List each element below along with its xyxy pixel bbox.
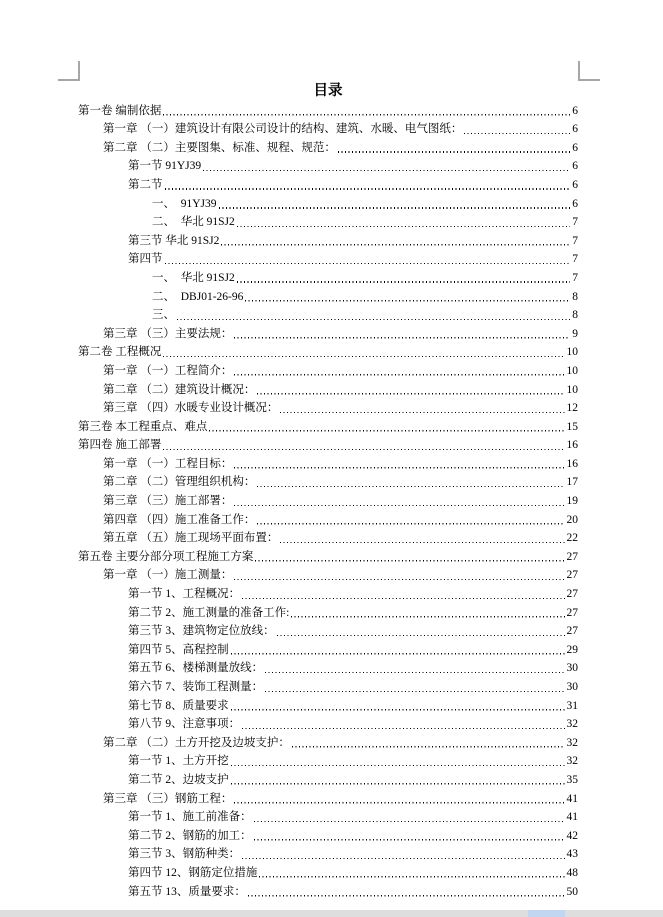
toc-entry[interactable] xyxy=(78,119,578,138)
toc-leader-dots xyxy=(291,616,564,618)
toc-entry-page: 16 xyxy=(566,457,578,470)
toc-entry-page: 19 xyxy=(566,495,578,508)
toc-entry[interactable] xyxy=(78,416,578,435)
toc-entry-page: 27 xyxy=(566,606,578,619)
toc-entry[interactable] xyxy=(78,658,578,677)
toc-leader-dots xyxy=(231,783,565,785)
toc-entry-page: 7 xyxy=(572,271,578,284)
toc-entry-label: 第五节 6、楼梯测量放线： xyxy=(128,662,264,675)
toc-leader-dots xyxy=(165,262,571,264)
toc-leader-dots xyxy=(280,411,564,413)
toc-leader-dots xyxy=(257,393,564,395)
toc-entry[interactable] xyxy=(78,490,578,509)
toc-leader-dots xyxy=(245,300,570,302)
toc-entry-page: 32 xyxy=(566,736,578,749)
toc-entry-page: 22 xyxy=(566,532,578,545)
toc-entry-page: 10 xyxy=(566,383,578,396)
toc-entry[interactable] xyxy=(78,137,578,156)
toc-leader-dots xyxy=(242,597,564,599)
toc-leader-dots xyxy=(234,578,564,580)
toc-entry[interactable] xyxy=(78,398,578,417)
toc-entry-label: 第四卷 施工部署 xyxy=(78,439,162,452)
toc-entry[interactable] xyxy=(78,156,578,175)
toc-entry-label: 第三节 3、钢筋种类： xyxy=(128,848,241,861)
toc-leader-dots xyxy=(177,318,570,320)
toc-entry[interactable] xyxy=(78,249,578,268)
horizontal-scrollbar[interactable] xyxy=(0,910,663,917)
toc-entry[interactable] xyxy=(78,769,578,788)
toc-entry-page: 35 xyxy=(566,773,578,786)
toc-entry[interactable] xyxy=(78,286,578,305)
toc-entry-page: 6 xyxy=(572,178,578,191)
toc-entry-label: 二、 DBJ01-26-96 xyxy=(152,290,244,303)
toc-entry-page: 20 xyxy=(566,513,578,526)
toc-entry-label: 第二节 xyxy=(128,178,163,191)
toc-leader-dots xyxy=(464,132,570,134)
toc-leader-dots xyxy=(259,876,564,878)
toc-entry-label: 第二章 （二）建筑设计概况： xyxy=(103,383,256,396)
toc-entry[interactable] xyxy=(78,453,578,472)
toc-entry-label: 第三章 （三）钢筋工程： xyxy=(103,792,233,805)
toc-entry-page: 41 xyxy=(566,811,578,824)
toc-entry-label: 第七节 8、质量要求 xyxy=(128,699,229,712)
toc-leader-dots xyxy=(265,690,564,692)
toc-entry[interactable] xyxy=(78,807,578,826)
toc-leader-dots xyxy=(165,188,571,190)
toc-entry-label: 第一节 1、土方开挖 xyxy=(128,755,229,768)
toc-entry-label: 一、 华北 91SJ2 xyxy=(152,271,235,284)
toc-leader-dots xyxy=(280,541,564,543)
toc-entry-label: 第二章 （二）土方开挖及边坡支护： xyxy=(103,736,290,749)
toc-entry-label: 第一章 （一）工程目标： xyxy=(103,457,233,470)
toc-leader-dots xyxy=(248,895,565,897)
toc-entry-label: 第一节 1、施工前准备： xyxy=(128,811,252,824)
toc-leader-dots xyxy=(237,225,571,227)
toc-entry[interactable] xyxy=(78,602,578,621)
toc-leader-dots xyxy=(257,485,564,487)
toc-entry[interactable] xyxy=(78,546,578,565)
toc-entry-label: 第四节 5、高程控制 xyxy=(128,643,229,656)
toc-entry[interactable] xyxy=(78,881,578,900)
toc-leader-dots xyxy=(254,820,565,822)
toc-entry-label: 第三节 3、建筑物定位放线： xyxy=(128,625,275,638)
toc-leader-dots xyxy=(234,467,564,469)
toc-entry-label: 第五节 13、质量要求： xyxy=(128,885,246,898)
toc-entry-label: 二、 华北 91SJ2 xyxy=(152,216,235,229)
toc-leader-dots xyxy=(234,802,564,804)
toc-entry-label: 第二节 2、施工测量的准备工作: xyxy=(128,606,290,619)
toc-leader-dots xyxy=(242,727,564,729)
toc-entry[interactable] xyxy=(78,714,578,733)
toc-entry-label: 第二卷 工程概况 xyxy=(78,346,162,359)
toc-leader-dots xyxy=(234,374,564,376)
toc-entry[interactable] xyxy=(78,509,578,528)
toc-entry-label: 第三章 （三）主要法规： xyxy=(103,327,233,340)
toc-entry-page: 6 xyxy=(572,141,578,154)
toc-entry-label: 第二章 （二）主要图集、标准、规程、规范： xyxy=(103,141,336,154)
toc-entry[interactable] xyxy=(78,323,578,342)
toc-entry-page: 27 xyxy=(566,569,578,582)
toc-entry-label: 第三节 华北 91SJ2 xyxy=(128,234,220,247)
toc-entry[interactable] xyxy=(78,435,578,454)
margin-crop-mark-top-left xyxy=(58,61,80,81)
toc-entry[interactable] xyxy=(78,825,578,844)
toc-leader-dots xyxy=(163,355,564,357)
toc-leader-dots xyxy=(221,244,570,246)
toc-entry-label: 第一节 1、工程概况： xyxy=(128,588,241,601)
toc-entry-label: 第六节 7、装饰工程测量： xyxy=(128,681,264,693)
toc-entry-label: 第一章 （一）施工测量： xyxy=(103,569,233,582)
toc-entry-label: 第三章 （四）水暖专业设计概况： xyxy=(103,402,279,415)
toc-entry-label: 第一章 （一）建筑设计有限公司设计的结构、建筑、水暖、电气图纸： xyxy=(103,123,463,136)
toc-leader-dots xyxy=(231,653,565,655)
toc-entry-page: 9 xyxy=(572,327,578,340)
toc-entry-label: 第四章 （四）施工准备工作： xyxy=(103,513,256,526)
toc-entry[interactable] xyxy=(78,695,578,714)
toc-entry-label: 第五章 （五）施工现场平面布置： xyxy=(103,532,279,545)
toc-entry-page: 31 xyxy=(566,699,578,712)
toc-entry-page: 8 xyxy=(572,290,578,303)
toc-entry-page: 7 xyxy=(572,234,578,247)
toc-entry-label: 第二节 2、边坡支护 xyxy=(128,773,229,786)
toc-leader-dots xyxy=(163,448,564,450)
toc-leader-dots xyxy=(209,430,564,432)
toc-leader-dots xyxy=(254,839,565,841)
toc-entry-page: 12 xyxy=(566,402,578,415)
toc-leader-dots xyxy=(338,151,570,153)
toc-entry-label: 第三卷 本工程重点、难点 xyxy=(78,420,208,433)
toc-entry[interactable] xyxy=(78,788,578,807)
toc-entry[interactable] xyxy=(78,862,578,881)
toc-leader-dots xyxy=(163,114,570,116)
toc-leader-dots xyxy=(277,634,565,636)
margin-crop-mark-top-right xyxy=(578,61,600,81)
toc-entry-page: 8 xyxy=(572,309,578,322)
toc-entry-page: 15 xyxy=(566,420,578,433)
toc-entry-label: 第一节 91YJ39 xyxy=(128,160,202,173)
toc-entry-page: 27 xyxy=(566,550,578,563)
toc-entry-page: 32 xyxy=(566,755,578,768)
toc-entry-label: 第五卷 主要分部分项工程施工方案 xyxy=(78,550,254,563)
toc-leader-dots xyxy=(219,207,571,209)
toc-leader-dots xyxy=(231,709,565,711)
toc-entry[interactable] xyxy=(78,583,578,602)
toc-entry[interactable] xyxy=(78,100,578,119)
toc-leader-dots xyxy=(255,560,564,562)
toc-entry-label: 第三章 （三）施工部署： xyxy=(103,495,233,508)
toc-leader-dots xyxy=(237,281,571,283)
toc-entry[interactable] xyxy=(78,212,578,231)
toc-entry-page: 6 xyxy=(572,197,578,210)
toc-entry-page: 7 xyxy=(572,216,578,229)
toc-entry[interactable] xyxy=(78,342,578,361)
toc-entry-label: 第四节 12、钢筋定位措施 xyxy=(128,866,258,879)
toc-entry-label: 三、 xyxy=(152,309,175,322)
toc-entry[interactable] xyxy=(78,360,578,379)
toc-entry-page: 42 xyxy=(566,829,578,842)
toc-entry-label: 第一章 （一）工程简介： xyxy=(103,364,233,377)
toc-entry[interactable] xyxy=(78,844,578,863)
toc-entry-label: 一、 91YJ39 xyxy=(152,197,217,210)
toc-entry-page: 16 xyxy=(566,439,578,452)
toc-entry[interactable] xyxy=(78,174,578,193)
toc-leader-dots xyxy=(242,857,564,859)
toc-entry[interactable] xyxy=(78,528,578,547)
toc-entry[interactable] xyxy=(78,193,578,212)
toc-entry[interactable] xyxy=(78,751,578,770)
toc-entry[interactable] xyxy=(78,379,578,398)
toc-leader-dots xyxy=(234,504,564,506)
toc-entry-label: 第二章 （二）管理组织机构： xyxy=(103,476,256,489)
toc-entry-page: 30 xyxy=(566,662,578,675)
toc-entry[interactable] xyxy=(78,472,578,491)
toc-entry[interactable] xyxy=(78,305,578,324)
toc-leader-dots xyxy=(257,523,564,525)
toc-title: 目录 xyxy=(313,83,343,99)
toc-leader-dots xyxy=(292,746,565,748)
toc-leader-dots xyxy=(265,671,564,673)
toc-entry-page: 50 xyxy=(566,885,578,898)
toc-entry-page: 29 xyxy=(566,643,578,656)
toc-entry[interactable] xyxy=(78,639,578,658)
toc-entry-label: 第二节 2、钢筋的加工： xyxy=(128,829,252,842)
toc-entry-page: 48 xyxy=(566,866,578,879)
toc-entry-page: 17 xyxy=(566,476,578,489)
toc-leader-dots xyxy=(231,764,565,766)
horizontal-scrollbar-thumb[interactable] xyxy=(528,910,565,917)
toc-entry[interactable] xyxy=(78,676,578,695)
toc-leader-dots xyxy=(203,169,570,171)
toc-entry-page: 41 xyxy=(566,792,578,805)
toc-list xyxy=(78,100,578,900)
toc-entry-page: 10 xyxy=(566,364,578,377)
toc-entry-label: 第四节 xyxy=(128,253,163,266)
toc-entry[interactable] xyxy=(78,230,578,249)
toc-entry-page: 7 xyxy=(572,253,578,266)
toc-entry-page: 27 xyxy=(566,588,578,601)
toc-entry-page: 30 xyxy=(566,681,578,693)
toc-entry-page: 43 xyxy=(566,848,578,861)
toc-entry-page: 32 xyxy=(566,718,578,731)
toc-entry[interactable] xyxy=(78,267,578,286)
toc-entry-page: 27 xyxy=(566,625,578,638)
toc-entry-page: 6 xyxy=(572,104,578,117)
toc-entry[interactable] xyxy=(78,565,578,584)
toc-entry-page: 6 xyxy=(572,160,578,173)
toc-entry-label: 第一卷 编制依据 xyxy=(78,104,162,117)
toc-entry[interactable] xyxy=(78,621,578,640)
toc-entry-page: 10 xyxy=(566,346,578,359)
toc-leader-dots xyxy=(234,337,570,339)
toc-entry[interactable] xyxy=(78,732,578,751)
toc-entry-page: 6 xyxy=(572,123,578,136)
toc-entry-label: 第八节 9、注意事项： xyxy=(128,718,241,731)
